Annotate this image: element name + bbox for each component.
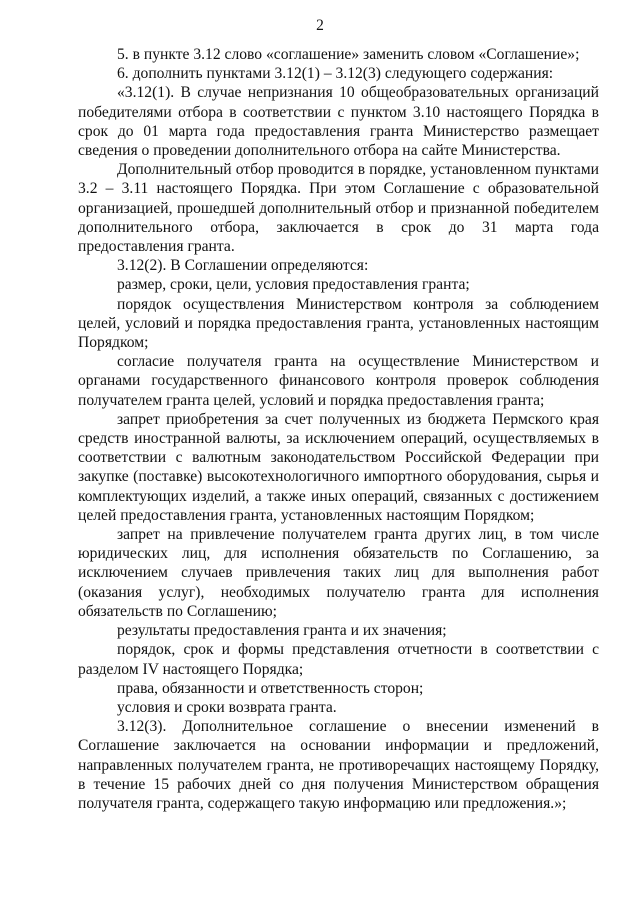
paragraph-item-6: 6. дополнить пунктами 3.12(1) – 3.12(3) следующего содержания: — [117, 65, 554, 83]
paragraph-3-12-3: 3.12(3). Дополнительное соглашение о внесении изменений в Соглашение заключается на основании информации и предложений, направленных получателем гранта, не противоречащих настоящему Порядку, в течение 15 рабочих дней со дня получения Министерством обращения получателя гранта, содержащего такую информацию или предложения.»; — [78, 718, 599, 812]
list-item-results: результаты предоставления гранта и их значения; — [117, 622, 447, 640]
list-item-rights: права, обязанности и ответственность сторон; — [117, 679, 424, 697]
list-item-reporting: порядок, срок и формы представления отчетности в соответствии с разделом IV настоящего Порядка; — [78, 641, 599, 678]
list-item-size-terms: размер, сроки, цели, условия предоставления гранта; — [117, 276, 470, 294]
document-body — [78, 45, 599, 813]
list-item-consent-to-inspections: согласие получателя гранта на осуществление Министерством и органами государственного финансового контроля проверок соблюдения получателем гранта целей, условий и порядка предоставления гранта; — [78, 353, 599, 409]
list-item-third-party-ban: запрет на привлечение получателем гранта других лиц, в том числе юридических лиц, для исполнения обязательств по Соглашению, за исключением случаев привлечения таких лиц для выполнения работ (оказания услуг), необходимых получателю гранта для исполнения обязательств по Соглашению; — [78, 526, 599, 620]
paragraph-additional-selection: Дополнительный отбор проводится в порядке, установленном пунктами 3.2 – 3.11 настоящего Порядка. При этом Соглашение с образовательной организацией, прошедшей дополнительный отбор и признанной победителем дополнительного отбора, заключается в срок до 31 марта года предоставления гранта. — [78, 161, 599, 256]
list-item-refund-terms: условия и сроки возврата гранта. — [117, 698, 337, 716]
list-item-currency-ban: запрет приобретения за счет полученных из бюджета Пермского края средств иностранной валюты, за исключением операций, осуществляемых в соответствии с валютным законодательством Российской Федерации при закупке (поставке) высокотехнологичного импортного оборудования, сырья и комплектующих изделий, а также иных операций, связанных с достижением целей предоставления гранта, установленных настоящим Порядком; — [78, 410, 599, 524]
page-number: 2 — [316, 17, 324, 34]
paragraph-item-5: 5. в пункте 3.12 слово «соглашение» заменить словом «Соглашение»; — [117, 46, 580, 63]
list-item-control-procedure: порядок осуществления Министерством контроля за соблюдением целей, условий и порядка предоставления гранта, установленных настоящим Порядком; — [78, 295, 599, 352]
paragraph-3-12-1: «3.12(1). В случае непризнания 10 общеобразовательных организаций победителями отбора в соответствии с пунктом 3.10 настоящего Порядка в срок до 01 марта года предоставления гранта Министерство размещает сведения о проведении дополнительного отбора на сайте Министерства. — [78, 84, 599, 160]
paragraph-3-12-2: 3.12(2). В Соглашении определяются: — [117, 257, 369, 275]
